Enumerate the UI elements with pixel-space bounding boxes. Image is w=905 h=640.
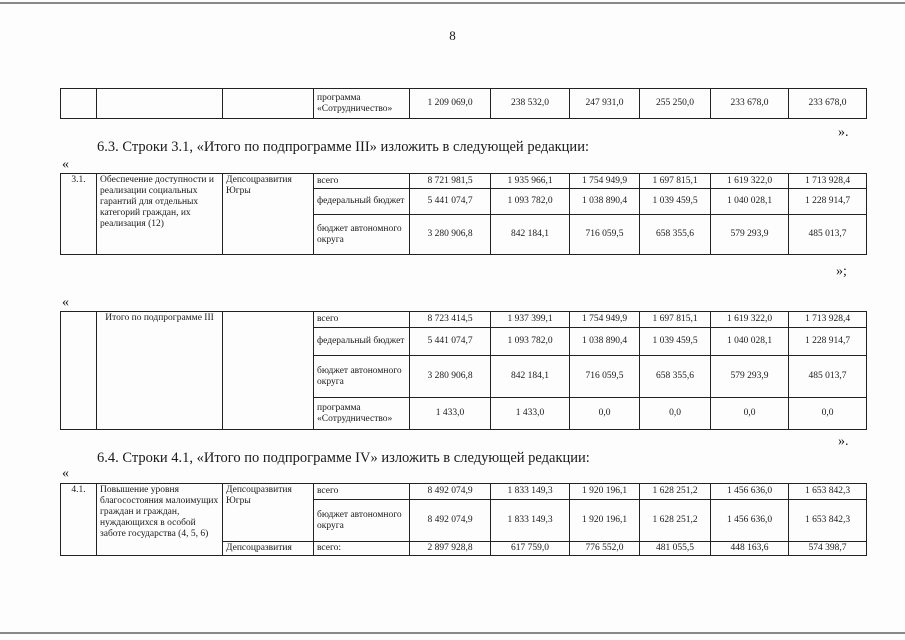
- value-cell: 8 492 074,9: [410, 484, 491, 500]
- opening-quote: «: [62, 295, 69, 310]
- scan-edge-bottom: [0, 632, 905, 634]
- value-cell: 574 398,7: [789, 542, 867, 556]
- funding-source: бюджет автономного округа: [314, 215, 410, 255]
- value-cell: 1 937 399,1: [491, 312, 570, 328]
- value-cell: 3 280 906,8: [410, 356, 491, 398]
- value-cell: 1 038 890,4: [570, 328, 640, 356]
- value-cell: 1 456 636,0: [711, 500, 789, 542]
- value-cell: 0,0: [789, 398, 867, 430]
- value-cell: 0,0: [711, 398, 789, 430]
- table-row-3-1: [60, 173, 867, 255]
- value-cell: 233 678,0: [789, 89, 867, 119]
- value-cell: 842 184,1: [491, 356, 570, 398]
- value-cell: 238 532,0: [491, 89, 570, 119]
- value-cell: 1 833 149,3: [491, 484, 570, 500]
- funding-source: всего: [314, 484, 410, 500]
- value-cell: 1 713 928,4: [789, 312, 867, 328]
- closing-quote: ».: [838, 125, 849, 140]
- paragraph-6-3: 6.3. Строки 3.1, «Итого по подпрограмме III» изложить в следующей редакции:: [97, 139, 589, 155]
- row-number: [61, 312, 97, 430]
- funding-source: программа «Сотрудничество»: [314, 89, 410, 119]
- funding-source: всего:: [314, 542, 410, 556]
- value-cell: 658 355,6: [640, 215, 711, 255]
- opening-quote: «: [62, 466, 69, 481]
- value-cell: 617 759,0: [491, 542, 570, 556]
- row-executor: Депсоцразвития Югры: [223, 174, 314, 255]
- value-cell: 776 552,0: [570, 542, 640, 556]
- row-name: Повышение уровня благосостояния малоимущих граждан и граждан, нуждающихся в особой заботе государства (4, 5, 6): [97, 484, 223, 556]
- table-subtotal-iii: [60, 311, 867, 430]
- row-executor: [223, 312, 314, 430]
- value-cell: 485 013,7: [789, 215, 867, 255]
- value-cell: 1 920 196,1: [570, 484, 640, 500]
- value-cell: 716 059,5: [570, 215, 640, 255]
- value-cell: 1 713 928,4: [789, 174, 867, 189]
- funding-source: федеральный бюджет: [314, 328, 410, 356]
- row-name: [97, 89, 223, 119]
- value-cell: 1 935 966,1: [491, 174, 570, 189]
- value-cell: 1 920 196,1: [570, 500, 640, 542]
- value-cell: 1 209 069,0: [410, 89, 491, 119]
- value-cell: 0,0: [570, 398, 640, 430]
- value-cell: 8 723 414,5: [410, 312, 491, 328]
- value-cell: 5 441 074,7: [410, 189, 491, 215]
- value-cell: 2 897 928,8: [410, 542, 491, 556]
- value-cell: 485 013,7: [789, 356, 867, 398]
- value-cell: 1 040 028,1: [711, 189, 789, 215]
- value-cell: 1 093 782,0: [491, 328, 570, 356]
- value-cell: 716 059,5: [570, 356, 640, 398]
- row-number: 4.1.: [61, 484, 97, 556]
- row-name: Итого по подпрограмме III: [97, 312, 223, 430]
- closing-quote: »;: [836, 264, 847, 279]
- closing-quote: ».: [838, 434, 849, 449]
- value-cell: 255 250,0: [640, 89, 711, 119]
- table-row: [61, 89, 867, 119]
- value-cell: 1 040 028,1: [711, 328, 789, 356]
- row-executor: [223, 89, 314, 119]
- value-cell: 579 293,9: [711, 215, 789, 255]
- value-cell: 1 038 890,4: [570, 189, 640, 215]
- value-cell: 1 697 815,1: [640, 174, 711, 189]
- value-cell: 1 697 815,1: [640, 312, 711, 328]
- scan-edge-top: [0, 2, 905, 4]
- opening-quote: «: [62, 157, 69, 172]
- value-cell: 579 293,9: [711, 356, 789, 398]
- page-number: 8: [449, 28, 456, 43]
- funding-source: бюджет автономного округа: [314, 500, 410, 542]
- paragraph-6-4: 6.4. Строки 4.1, «Итого по подпрограмме IV» изложить в следующей редакции:: [97, 450, 590, 466]
- row-number: [61, 89, 97, 119]
- value-cell: 1 433,0: [410, 398, 491, 430]
- table-row: [61, 312, 867, 328]
- value-cell: 1 456 636,0: [711, 484, 789, 500]
- value-cell: 1 228 914,7: [789, 189, 867, 215]
- table-row: [61, 174, 867, 189]
- funding-source: программа «Сотрудничество»: [314, 398, 410, 430]
- funding-source: всего: [314, 312, 410, 328]
- value-cell: 247 931,0: [570, 89, 640, 119]
- funding-source: всего: [314, 174, 410, 189]
- table-row: [61, 484, 867, 500]
- value-cell: 1 653 842,3: [789, 484, 867, 500]
- value-cell: 0,0: [640, 398, 711, 430]
- row-name: Обеспечение доступности и реализации социальных гарантий для отдельных категорий граждан, их реализация (12): [97, 174, 223, 255]
- value-cell: 1 228 914,7: [789, 328, 867, 356]
- row-executor: Депсоцразвития: [223, 542, 314, 556]
- value-cell: 1 619 322,0: [711, 312, 789, 328]
- funding-source: бюджет автономного округа: [314, 356, 410, 398]
- row-number: 3.1.: [61, 174, 97, 255]
- value-cell: 1 619 322,0: [711, 174, 789, 189]
- funding-source: федеральный бюджет: [314, 189, 410, 215]
- value-cell: 8 721 981,5: [410, 174, 491, 189]
- value-cell: 842 184,1: [491, 215, 570, 255]
- value-cell: 1 754 949,9: [570, 174, 640, 189]
- value-cell: 8 492 074,9: [410, 500, 491, 542]
- value-cell: 658 355,6: [640, 356, 711, 398]
- value-cell: 3 280 906,8: [410, 215, 491, 255]
- value-cell: 1 433,0: [491, 398, 570, 430]
- table-row-4-1: [60, 483, 867, 556]
- value-cell: 448 163,6: [711, 542, 789, 556]
- value-cell: 1 039 459,5: [640, 328, 711, 356]
- value-cell: 1 628 251,2: [640, 500, 711, 542]
- value-cell: 1 833 149,3: [491, 500, 570, 542]
- value-cell: 233 678,0: [711, 89, 789, 119]
- value-cell: 1 628 251,2: [640, 484, 711, 500]
- value-cell: 5 441 074,7: [410, 328, 491, 356]
- table-continuation: [60, 88, 867, 119]
- value-cell: 1 653 842,3: [789, 500, 867, 542]
- row-executor: Депсоцразвития Югры: [223, 484, 314, 542]
- value-cell: 1 754 949,9: [570, 312, 640, 328]
- value-cell: 481 055,5: [640, 542, 711, 556]
- value-cell: 1 039 459,5: [640, 189, 711, 215]
- value-cell: 1 093 782,0: [491, 189, 570, 215]
